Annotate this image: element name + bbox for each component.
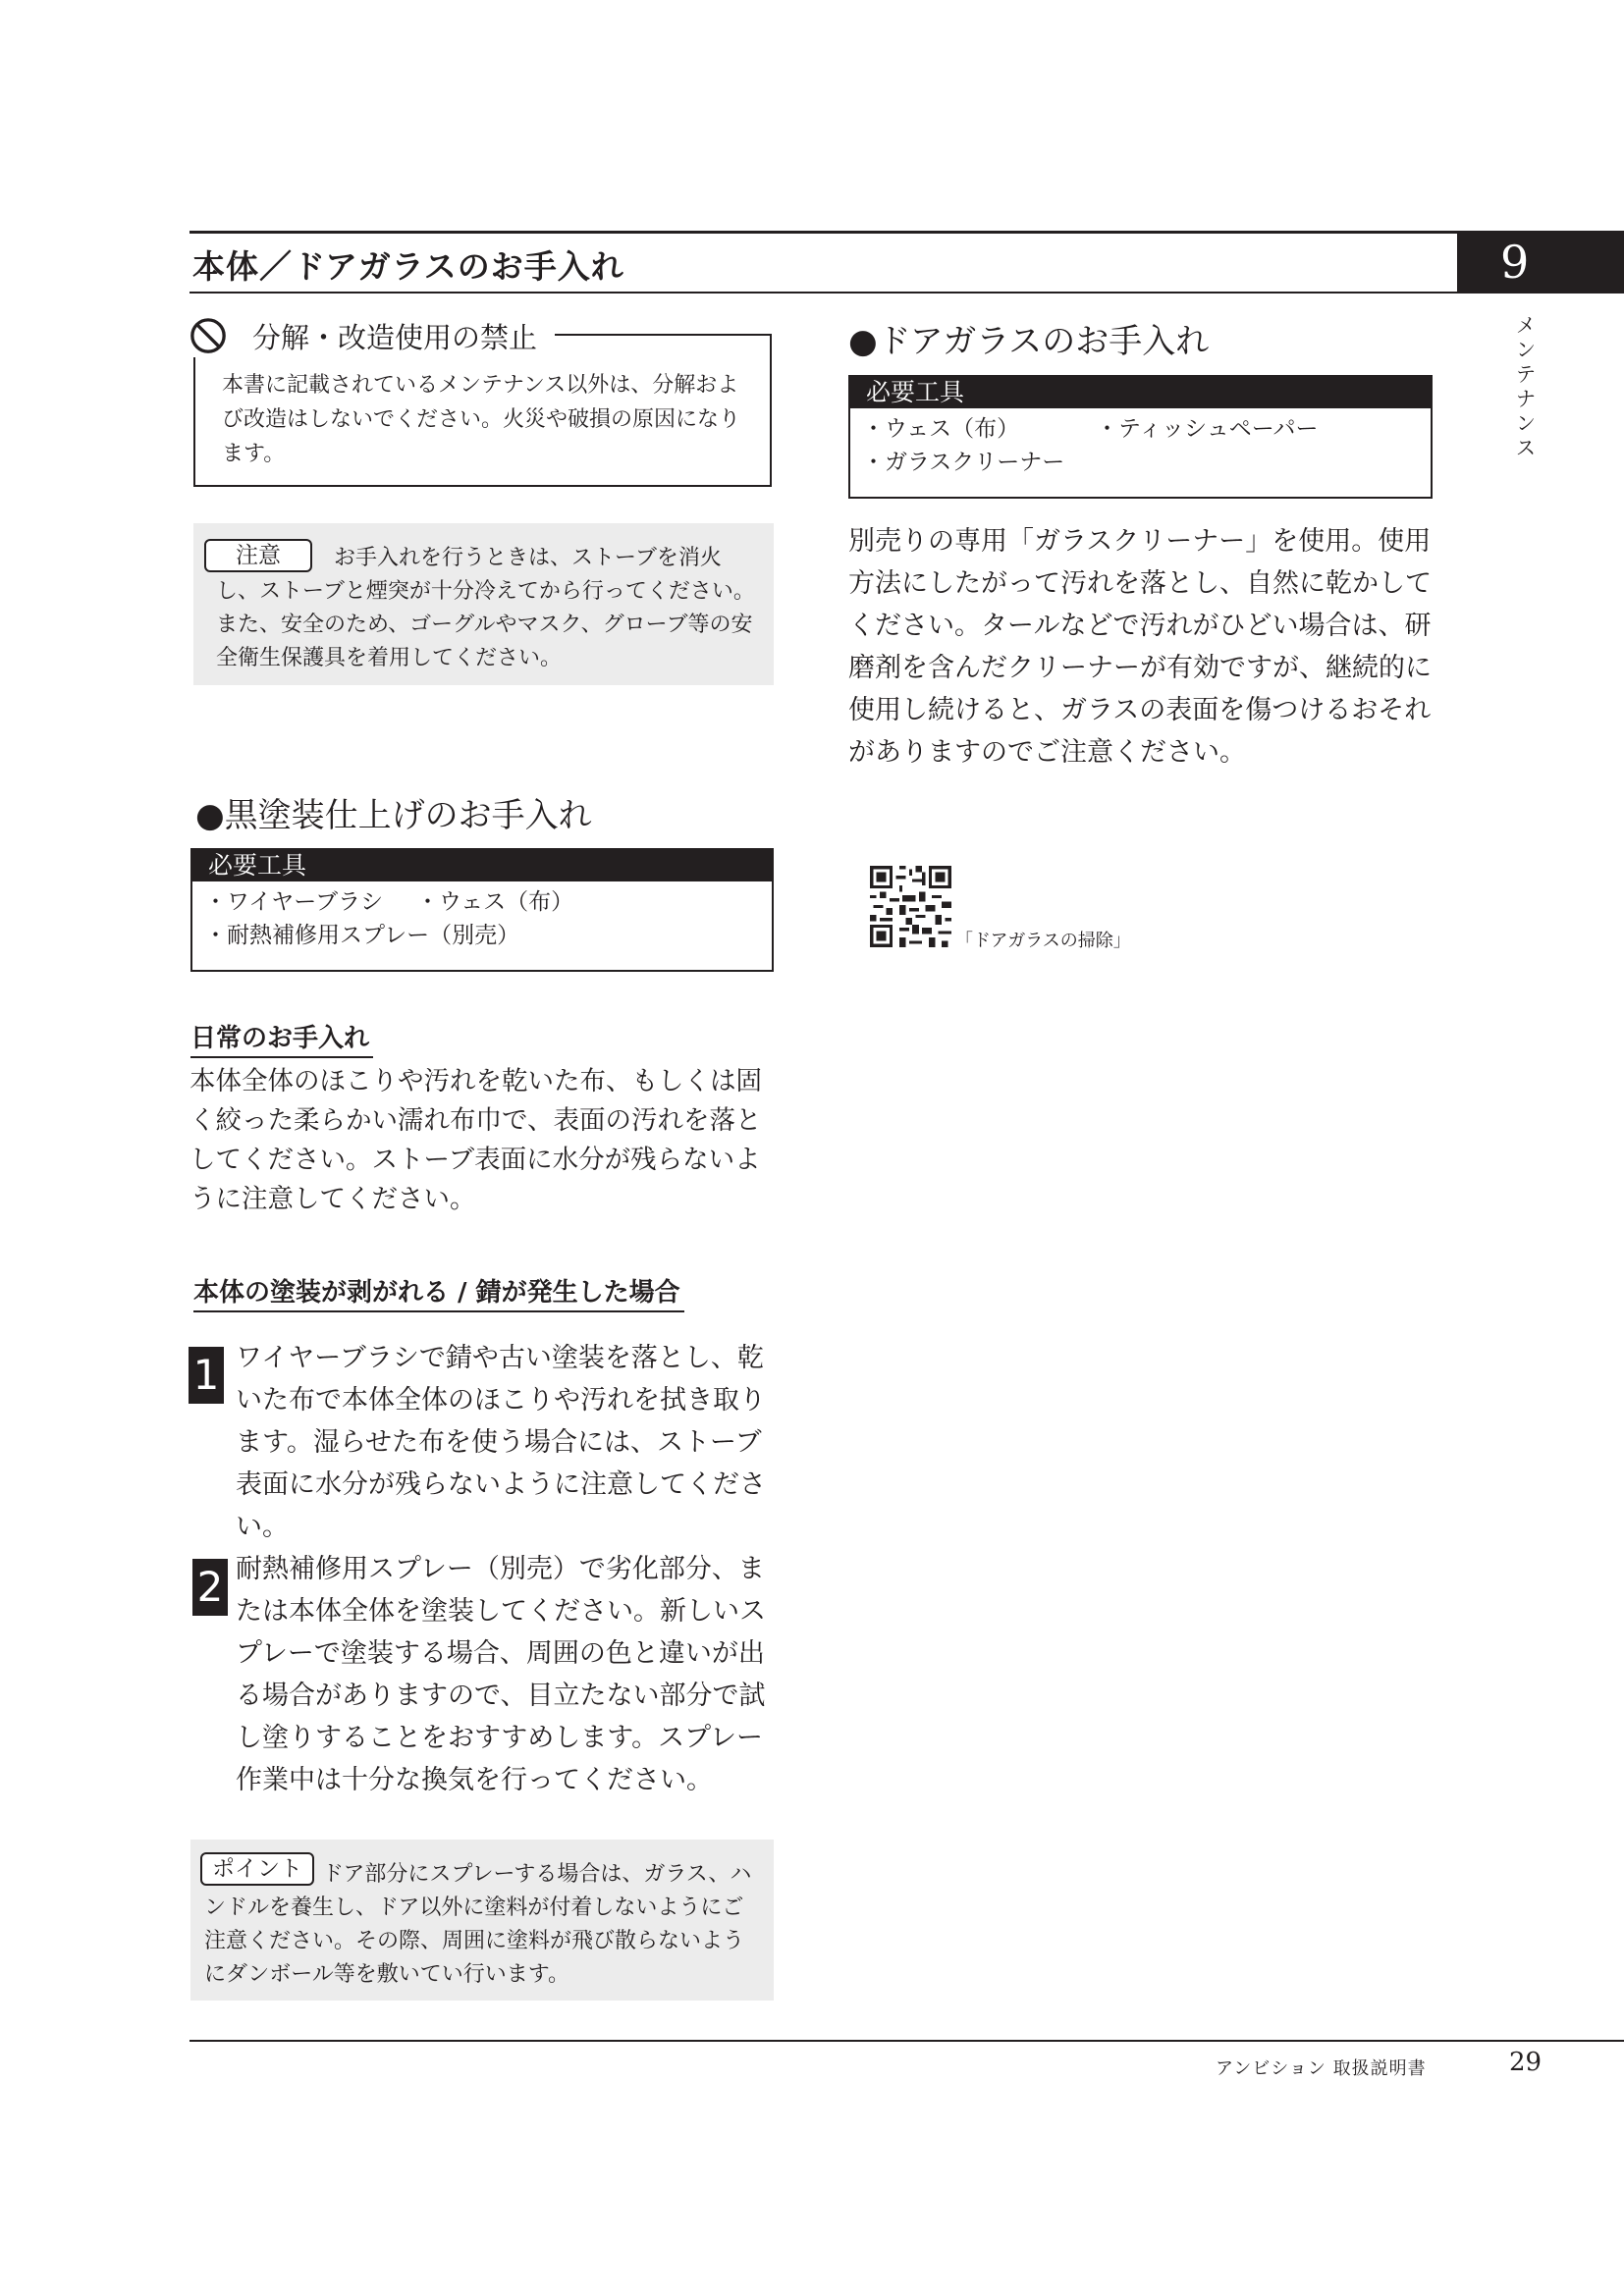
daily-care-heading: 日常のお手入れ — [190, 1018, 373, 1058]
footer-rule — [189, 2040, 1624, 2042]
step-text-2: 耐熱補修用スプレー（別売）で劣化部分、または本体全体を塗装してください。新しいスプレーで塗装する場合、周囲の色と違いが出る場合がありますので、目立たない部分で試し塗りすることをおすすめします。スプレー作業中は十分な換気を行ってください。 — [236, 1554, 766, 1795]
footer-manual-title: アンビション 取扱説明書 — [1216, 2058, 1427, 2079]
door-glass-tools-box — [848, 375, 1433, 499]
header-rule-bottom — [189, 292, 1466, 294]
daily-care-text: 本体全体のほこりや汚れを乾いた布、もしくは固く絞った柔らかい濡れ布巾で、表面の汚れを落としてください。ストーブ表面に水分が残らないように注意してください。 — [189, 1066, 762, 1214]
page-number: 29 — [1509, 2048, 1543, 2077]
point-text: ドア部分にスプレーする場合は、ガラス、ハンドルを養生し、ドア以外に塗料が付着しないようにご注意ください。その際、周囲に塗料が飛び散らないようにダンボール等を敷いてい行います。 — [204, 1862, 752, 1987]
black-finish-tools-box — [190, 848, 774, 972]
tool-item: ・ウェス（布） — [416, 889, 574, 915]
qr-code-icon[interactable] — [870, 866, 951, 947]
tool-item: ・耐熱補修用スプレー（別売） — [204, 923, 520, 948]
step-number-1: 1 — [189, 1347, 224, 1404]
tools-list — [850, 408, 1431, 483]
step-number-2: 2 — [192, 1559, 228, 1616]
chapter-number-badge: 9 — [1457, 231, 1624, 294]
tool-item: ・ワイヤーブラシ — [204, 889, 384, 915]
caution-text: お手入れを行うときは、ストーブを消火し、ストーブと煙突が十分冷えてから行ってください。また、安全のため、ゴーグルやマスク、グローブ等の安全衛生保護具を着用してください。 — [216, 546, 755, 670]
tools-label: 必要工具 — [192, 850, 772, 881]
tool-item: ・ティッシュペーパー — [1096, 416, 1319, 442]
tools-label: 必要工具 — [850, 377, 1431, 408]
qr-caption: 「ドアガラスの掃除」 — [955, 931, 1131, 951]
tools-list — [192, 881, 772, 956]
step-text-1: ワイヤーブラシで錆や古い塗装を落とし、乾いた布で本体全体のほこりや汚れを拭き取ります。湿らせた布を使う場合には、ストーブ表面に水分が残らないように注意してください。 — [236, 1343, 766, 1542]
tool-item: ・ウェス（布） — [862, 416, 1020, 442]
tool-item: ・ガラスクリーナー — [862, 450, 1065, 475]
page-title: 本体／ドアガラスのお手入れ — [192, 247, 624, 286]
prohibition-icon — [189, 317, 227, 354]
black-finish-heading: ●黒塗装仕上げのお手入れ — [195, 796, 592, 835]
prohibition-heading — [189, 314, 555, 357]
chapter-side-label: メンテナンス — [1513, 314, 1537, 461]
door-glass-heading: ●ドアガラスのお手入れ — [848, 322, 1210, 361]
door-glass-text: 別売りの専用「ガラスクリーナー」を使用。使用方法にしたがって汚れを落とし、自然に乾かしてください。タールなどで汚れがひどい場合は、研磨剤を含んだクリーナーが有効ですが、継続的に使用し続けると、ガラスの表面を傷つけるおそれがありますのでご注意ください。 — [848, 526, 1432, 768]
point-tag: ポイント — [200, 1852, 314, 1886]
header-rule-top — [189, 231, 1466, 234]
prohibition-title: 分解・改造使用の禁止 — [252, 320, 538, 354]
caution-tag: 注意 — [204, 539, 312, 572]
paint-repair-heading: 本体の塗装が剥がれる / 錆が発生した場合 — [193, 1272, 684, 1312]
prohibition-text: 本書に記載されているメンテナンス以外は、分解および改造はしないでください。火災や破損の原因になります。 — [222, 373, 741, 466]
